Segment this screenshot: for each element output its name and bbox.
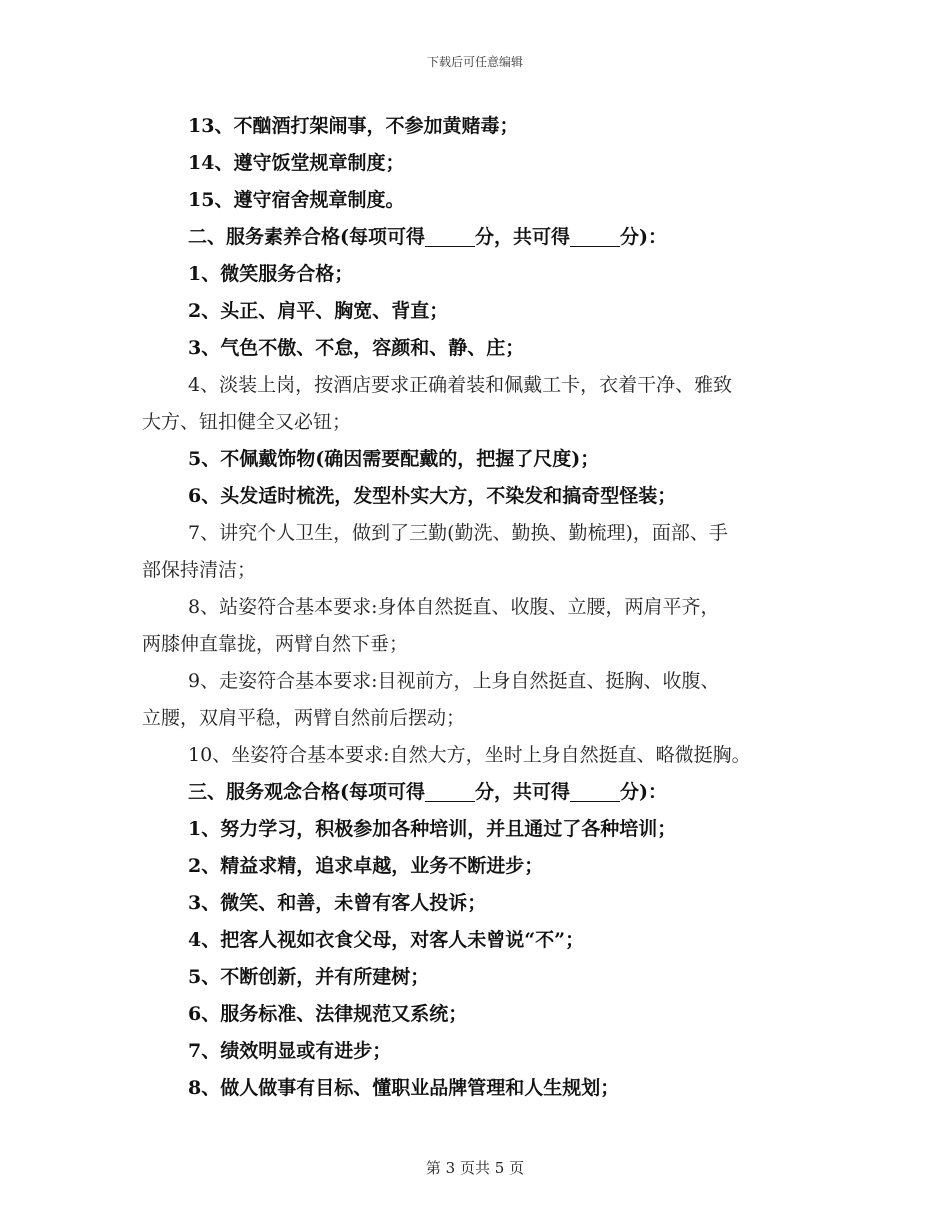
section-2-item-6: 6、头发适时梳洗，发型朴实大方，不染发和搞奇型怪装； — [188, 485, 677, 507]
score-blank — [570, 227, 620, 247]
section-2-item-7 — [142, 515, 822, 589]
section-2-item-2: 2、头正、肩平、胸宽、背直； — [188, 300, 449, 322]
section-3-item-7: 7、绩效明显或有进步； — [188, 1040, 392, 1062]
section-2-item-8 — [142, 589, 822, 663]
section-3-item-6: 6、服务标准、法律规范又系统； — [188, 1003, 468, 1025]
section-3-item-4: 4、把客人视如衣食父母，对客人未曾说“不”； — [188, 929, 585, 951]
section-3-item-5: 5、不断创新，并有所建树； — [188, 966, 430, 988]
item-14: 14、遵守饭堂规章制度； — [188, 152, 405, 174]
section-2-item-4-line-1: 4、淡装上岗，按酒店要求正确着装和佩戴工卡，衣着干净、雅致 — [188, 374, 733, 396]
section-2-item-9-line-2: 立腰，双肩平稳，两臂自然前后摆动； — [142, 707, 466, 729]
item-13: 13、不酗酒打架闹事，不参加黄赌毒； — [188, 115, 519, 137]
section-2-item-7-line-1: 7、讲究个人卫生，做到了三勤(勤洗、勤换、勤梳理)，面部、手 — [188, 522, 728, 544]
section-2-heading-part-2: 分，共可得 — [475, 226, 571, 248]
score-blank — [425, 782, 475, 802]
section-2-item-5: 5、不佩戴饰物(确因需要配戴的，把握了尺度)； — [188, 448, 600, 470]
section-3-item-8: 8、做人做事有目标、懂职业品牌管理和人生规划； — [188, 1077, 620, 1099]
section-2-item-7-line-2: 部保持清洁； — [142, 559, 257, 581]
page-header: 下载后可任意编辑 — [426, 55, 523, 69]
section-2-heading — [142, 219, 822, 256]
score-blank — [425, 227, 475, 247]
section-2-heading-part-3: 分)： — [620, 226, 668, 248]
section-2-item-3: 3、气色不傲、不怠，容颜和、静、庄； — [188, 337, 525, 359]
item-15: 15、遵守宿舍规章制度。 — [188, 189, 405, 211]
section-2-heading-part-1: 二、服务素养合格(每项可得 — [188, 226, 425, 248]
section-3-heading — [142, 774, 822, 811]
section-3-item-3: 3、微笑、和善，未曾有客人投诉； — [188, 892, 487, 914]
section-3-heading-part-2: 分，共可得 — [475, 781, 571, 803]
section-2-item-4-line-2: 大方、钮扣健全又必钮； — [142, 411, 352, 433]
section-3-item-1: 1、努力学习，积极参加各种培训，并且通过了各种培训； — [188, 818, 677, 840]
section-2-item-10 — [142, 737, 822, 774]
page-footer: 第 3 页共 5 页 — [425, 1159, 525, 1177]
section-2-item-1: 1、微笑服务合格； — [188, 263, 354, 285]
section-3-heading-part-1: 三、服务观念合格(每项可得 — [188, 781, 425, 803]
section-2-item-9-line-1: 9、走姿符合基本要求:目视前方，上身自然挺直、挺胸、收腹、 — [188, 670, 720, 692]
document-body — [142, 108, 822, 1107]
section-2-item-8-line-1: 8、站姿符合基本要求:身体自然挺直、收腹、立腰，两肩平齐， — [188, 596, 720, 618]
section-2-item-9 — [142, 663, 822, 737]
section-2-item-8-line-2: 两膝伸直靠拢，两臂自然下垂； — [142, 633, 409, 655]
section-3-heading-part-3: 分)： — [620, 781, 668, 803]
section-2-item-10-line-1: 10、坐姿符合基本要求:自然大方，坐时上身自然挺直、略微挺胸。 — [188, 744, 751, 766]
score-blank — [570, 782, 620, 802]
section-3-item-2: 2、精益求精，追求卓越，业务不断进步； — [188, 855, 544, 877]
section-2-item-4 — [142, 367, 822, 441]
